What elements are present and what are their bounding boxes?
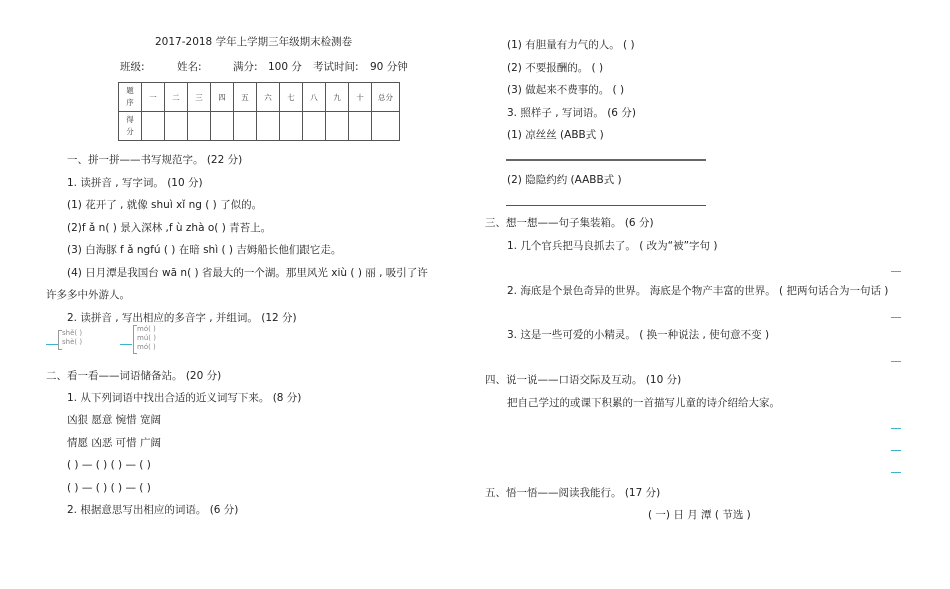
polyphone-group-2 (137, 325, 156, 352)
polyphone-line: mó( ) (137, 325, 156, 333)
section-2-title: 二、看一看——词语储备站。 (20 分) (46, 370, 222, 382)
answer-blanks-2: ( ) — ( ) ( ) — ( ) (67, 482, 151, 494)
right-item-2: (2) 不要报酬的。 ( ) (507, 62, 604, 74)
polyphone-line: mú( ) (137, 334, 156, 342)
question-2-title: 2. 读拼音 , 写出相应的多音字 , 并组词。 (12 分) (67, 312, 297, 324)
dash-mark (891, 271, 901, 272)
table-col-5: 五 (234, 83, 257, 112)
question-1-item-1: (1) 花开了 , 就像 shuì xǐ ng ( ) 了似的。 (67, 199, 263, 211)
section-3-item-3: 3. 这是一些可爱的小精灵。 ( 换一种说法 , 使句意不变 ) (507, 329, 770, 341)
question-1-item-2: (2)f ǎ n( ) 景入深林 ,f ù zhà o( ) 青苔上。 (67, 222, 272, 234)
time-label: 考试时间: (313, 61, 359, 73)
table-col-6: 六 (257, 83, 280, 112)
question-1-item-3: (3) 白海豚 f ǎ ngfú ( ) 在暗 shì ( ) 吉姆船长他们跟它走。 (67, 244, 342, 256)
section-5-title: 五、悟一悟——阅读我能行。 (17 分) (485, 487, 661, 499)
question-1-title: 1. 读拼音 , 写字词。 (10 分) (67, 177, 203, 189)
table-col-10: 十 (349, 83, 372, 112)
word-list-2: 情愿 凶恶 可惜 广阔 (67, 437, 162, 449)
question-1-item-4: (4) 日月潭是我国台 wā n( ) 省最大的一个湖。那里风光 xiù ( ) 丽 , 吸引了许 (67, 267, 428, 279)
page-title: 2017-2018 学年上学期三年级期末检测卷 (155, 36, 353, 48)
table-col-3: 三 (188, 83, 211, 112)
dash-mark (891, 317, 901, 318)
right-question-3: 3. 照样子 , 写词语。 (6 分) (507, 107, 636, 119)
score-cell[interactable] (142, 112, 165, 141)
table-head-cell: 题 序 (119, 83, 142, 112)
section-4-text: 把自己学过的或课下积累的一首描写儿童的诗介绍给大家。 (507, 397, 780, 409)
dash-mark (891, 472, 901, 473)
score-value: 100 分 (268, 61, 302, 73)
score-cell[interactable] (188, 112, 211, 141)
score-label: 满分: (233, 61, 258, 73)
score-table-header-row (119, 83, 400, 112)
dash-mark (891, 361, 901, 362)
question-1-item-4-cont: 许多多中外游人。 (46, 289, 130, 301)
class-label: 班级: (120, 61, 145, 73)
score-cell[interactable] (211, 112, 234, 141)
score-cell[interactable] (234, 112, 257, 141)
time-value: 90 分钟 (370, 61, 408, 73)
dash-mark (120, 344, 132, 345)
section-3-item-1: 1. 几个官兵把马良抓去了。 ( 改为“被”字句 ) (507, 240, 718, 252)
polyphone-line: shè( ) (62, 338, 83, 346)
table-col-4: 四 (211, 83, 234, 112)
right-item-1: (1) 有胆量有力气的人。 ( ) (507, 39, 635, 51)
score-table (118, 82, 400, 141)
table-col-2: 二 (165, 83, 188, 112)
table-col-9: 九 (326, 83, 349, 112)
score-cell[interactable] (165, 112, 188, 141)
table-col-8: 八 (303, 83, 326, 112)
table-col-7: 七 (280, 83, 303, 112)
score-cell[interactable] (349, 112, 372, 141)
right-item-aabb: (2) 隐隐约约 (AABB式 ) (507, 174, 622, 186)
right-item-abb: (1) 凉丝丝 (ABB式 ) (507, 129, 604, 141)
score-table-score-row (119, 112, 400, 141)
score-cell[interactable] (280, 112, 303, 141)
dash-mark (46, 344, 58, 345)
score-cell[interactable] (326, 112, 349, 141)
right-item-3: (3) 做起来不费事的。 ( ) (507, 84, 625, 96)
polyphone-line: mó( ) (137, 343, 156, 351)
dash-mark (891, 428, 901, 429)
section-2-question-2: 2. 根据意思写出相应的词语。 (6 分) (67, 504, 239, 516)
section-3-title: 三、想一想——句子集装箱。 (6 分) (485, 217, 654, 229)
answer-blanks-1: ( ) — ( ) ( ) — ( ) (67, 459, 151, 471)
reading-title: ( 一) 日 月 潭 ( 节选 ) (648, 509, 751, 521)
polyphone-line: shě( ) (62, 329, 83, 337)
section-4-title: 四、说一说——口语交际及互动。 (10 分) (485, 374, 682, 386)
answer-line (506, 205, 706, 206)
section-2-question-1: 1. 从下列词语中找出合适的近义词写下来。 (8 分) (67, 392, 302, 404)
section-1-title: 一、拼一拼——书写规范字。 (22 分) (67, 154, 243, 166)
section-3-item-2: 2. 海底是个景色奇异的世界。 海底是个物产丰富的世界。 ( 把两句话合为一句话 ) (507, 285, 889, 297)
answer-line (506, 159, 706, 161)
table-score-head: 得 分 (119, 112, 142, 141)
score-cell[interactable] (257, 112, 280, 141)
score-cell-total[interactable] (372, 112, 400, 141)
word-list-1: 凶狠 愿意 惋惜 宽阔 (67, 414, 162, 426)
table-col-total: 总分 (372, 83, 400, 112)
table-col-1: 一 (142, 83, 165, 112)
polyphone-group-1 (62, 329, 82, 347)
score-cell[interactable] (303, 112, 326, 141)
dash-mark (891, 450, 901, 451)
name-label: 姓名: (177, 61, 202, 73)
